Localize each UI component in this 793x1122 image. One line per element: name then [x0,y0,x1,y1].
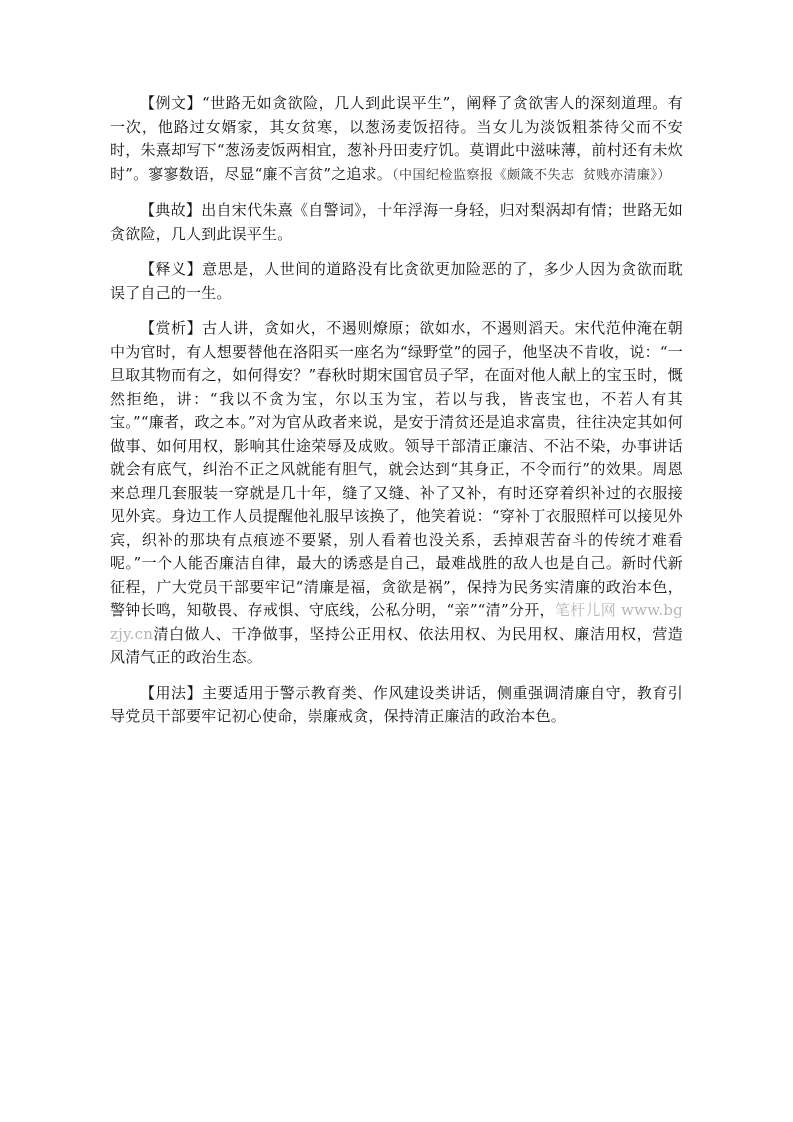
section-label-source: 【典故】 [140,201,202,219]
paragraph-meaning [110,258,683,305]
paragraph-appreciation [110,317,683,670]
watermark-text: 笔杆儿网 www.bgzjy.cn [110,601,683,643]
paragraph-text-meaning: 意思是，人世间的道路没有比贪欲更加险恶的了，多少人因为贪欲而耽误了自己的一生。 [110,260,683,302]
paragraph-example [110,92,683,187]
paragraph-usage [110,682,683,729]
paragraph-text-example: “世路无如贪欲险，几人到此误平生”，阐释了贪欲害人的深刻道理。有一次，他路过女婿家，其女贫寒，以葱汤麦饭招待。当女儿为淡饭粗茶待父而不安时，朱熹却写下“葱汤麦饭两相宜，葱补丹田麦疗饥。莫谓此中滋味薄，前村还有未炊时”。寥寥数语，尽显“廉不言贫”之追求。 [110,94,683,183]
paragraph-source [110,199,683,246]
section-label-usage: 【用法】 [140,683,203,702]
paragraph-text-appreciation-part2: 清白做人、干净做事，坚持公正用权、依法用权、为民用权、廉洁用权，营造风清气正的政治生态。 [110,624,683,666]
document-body [110,92,683,741]
paragraph-text-source: 出自宋代朱熹《自警词》，十年浮海一身轻，归对梨涡却有情；世路无如贪欲险，几人到此误平生。 [110,201,683,243]
citation: （中国纪检监察报《颇箴不失志 贫贱亦清廉》） [392,167,671,183]
paragraph-text-appreciation-part1: 古人讲，贪如火，不遏则燎原；欲如水，不遏则滔天。宋代范仲淹在朝中为官时，有人想要替他在洛阳买一座名为“绿野堂”的园子，他坚决不肯收，说：“一旦取其物而有之，如何得安？”春秋时期宋国官员子罕，在面对他人献上的宝玉时，慨然拒绝，讲：“我以不贪为宝，尔以玉为宝，若以与我，皆丧宝也，不若人有其宝。”“廉者，政之本。”对为官从政者来说，是安于清贫还是追求富贵，往往决定其如何做事、如何用权，影响其仕途荣辱及成败。领导干部清正廉洁、不沾不染，办事讲话就会有底气，纠治不正之风就能有胆气，就会达到“其身正，不令而行”的效果。周恩来总理几套服装一穿就是几十年，缝了又缝、补了又补，有时还穿着织补过的衣服接见外宾。身边工作人员提醒他礼服早该换了，他笑着说：“穿补丁衣服照样可以接见外宾，织补的那块有点痕迹不要紧，别人看着也没关系，丢掉艰苦奋斗的传统才难看呢。”一个人能否廉洁自律，最大的诱惑是自己，最难战胜的敌人也是自己。新时代新征程，广大党员干部要牢记“清廉是福，贪欲是祸”，保持为民务实清廉的政治本色，警钟长鸣，知敬畏、存戒惧、守底线，公私分明，“亲”“清”分开， [110,319,683,619]
paragraph-text-usage: 主要适用于警示教育类、作风建设类讲话，侧重强调清廉自守，教育引导党员干部要牢记初心使命，崇廉戒贪，保持清正廉洁的政治本色。 [110,683,683,725]
section-label-meaning: 【释义】 [140,260,203,278]
section-label-appreciation: 【赏析】 [140,319,203,337]
section-label-example: 【例文】 [140,94,202,112]
